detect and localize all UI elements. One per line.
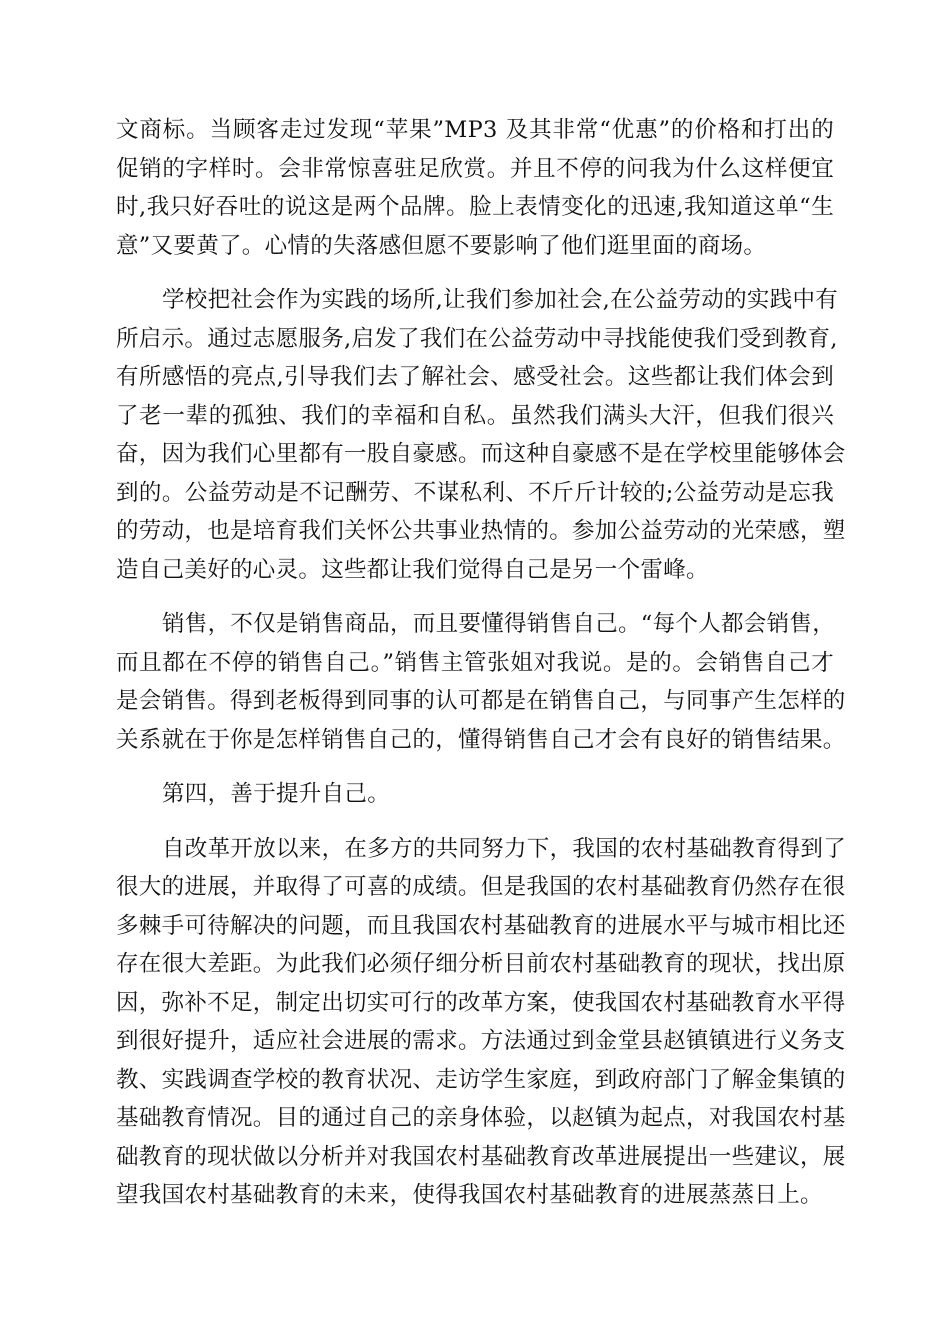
text-line: 存在很大差距。为此我们必须仔细分析目前农村基础教育的现状，找出原 (116, 951, 846, 977)
text-line: 是会销售。得到老板得到同事的认可都是在销售自己，与同事产生怎样的 (116, 688, 846, 714)
text-line: 销售，不仅是销售商品，而且要懂得销售自己。“每个人都会销售， (162, 611, 836, 637)
text-line: 多棘手可待解决的问题，而且我国农村基础教育的进展水平与城市相比还 (116, 912, 846, 939)
text-line: 意”又要黄了。心情的失落感但愿不要影响了他们逛里面的商场。 (116, 232, 767, 259)
text-line: 时,我只好吞吐的说这是两个品牌。脸上表情变化的迅速,我知道这单“生 (116, 194, 834, 220)
text-line: 造自己美好的心灵。这些都让我们觉得自己是另一个雷峰。 (116, 556, 709, 583)
text-line: 自改革开放以来，在多方的共同努力下，我国的农村基础教育得到了 (162, 835, 847, 862)
paragraph-5 (116, 830, 847, 1215)
text-line: 基础教育情况。目的通过自己的亲身体验，以赵镇为起点，对我国农村基 (116, 1105, 846, 1131)
paragraph-2 (116, 281, 846, 589)
text-line: 关系就在于你是怎样销售自己的，懂得销售自己才会有良好的销售结果。 (116, 726, 846, 753)
paragraph-3 (116, 605, 846, 759)
paragraph-1 (116, 111, 834, 265)
text-line: 础教育的现状做以分析并对我国农村基础教育改革进展提出一些建议，展 (116, 1143, 846, 1170)
text-line: 所启示。通过志愿服务,启发了我们在公益劳动中寻找能使我们受到教育, (116, 325, 838, 352)
text-line: 文商标。当顾客走过发现“苹果”MP3 及其非常“优惠”的价格和打出的 (116, 117, 834, 143)
text-line: 而且都在不停的销售自己。”销售主管张姐对我说。是的。会销售自己才 (116, 649, 834, 676)
text-line: 的劳动，也是培育我们关怀公共事业热情的。参加公益劳动的光荣感，塑 (116, 518, 846, 544)
text-line: 学校把社会作为实践的场所,让我们参加社会,在公益劳动的实践中有 (162, 287, 839, 313)
text-line: 因，弥补不足，制定出切实可行的改革方案，使我国农村基础教育水平得 (116, 989, 846, 1016)
text-line: 奋，因为我们心里都有一股自豪感。而这种自豪感不是在学校里能够体会 (116, 441, 846, 467)
text-line: 望我国农村基础教育的未来，使得我国农村基础教育的进展蒸蒸日上。 (116, 1182, 823, 1208)
text-line: 很大的进展，并取得了可喜的成绩。但是我国的农村基础教育仍然存在很 (116, 874, 846, 900)
text-line: 到很好提升，适应社会进展的需求。方法通过到金堂县赵镇镇进行义务支 (116, 1028, 846, 1054)
text-line: 教、实践调查学校的教育状况、走访学生家庭，到政府部门了解金集镇的 (116, 1066, 846, 1093)
text-line: 有所感悟的亮点,引导我们去了解社会、感受社会。这些都让我们体会到 (116, 364, 834, 390)
text-line: 促销的字样时。会非常惊喜驻足欣赏。并且不停的问我为什么这样便宜 (116, 155, 834, 182)
text-line: 了老一辈的孤独、我们的幸福和自私。虽然我们满头大汗，但我们很兴 (116, 402, 834, 429)
paragraph-4 (116, 775, 834, 814)
section-heading: 第四，善于提升自己。 (162, 781, 391, 807)
document-body (116, 111, 847, 1215)
text-line: 到的。公益劳动是不记酬劳、不谋私利、不斤斤计较的;公益劳动是忘我 (116, 479, 834, 506)
